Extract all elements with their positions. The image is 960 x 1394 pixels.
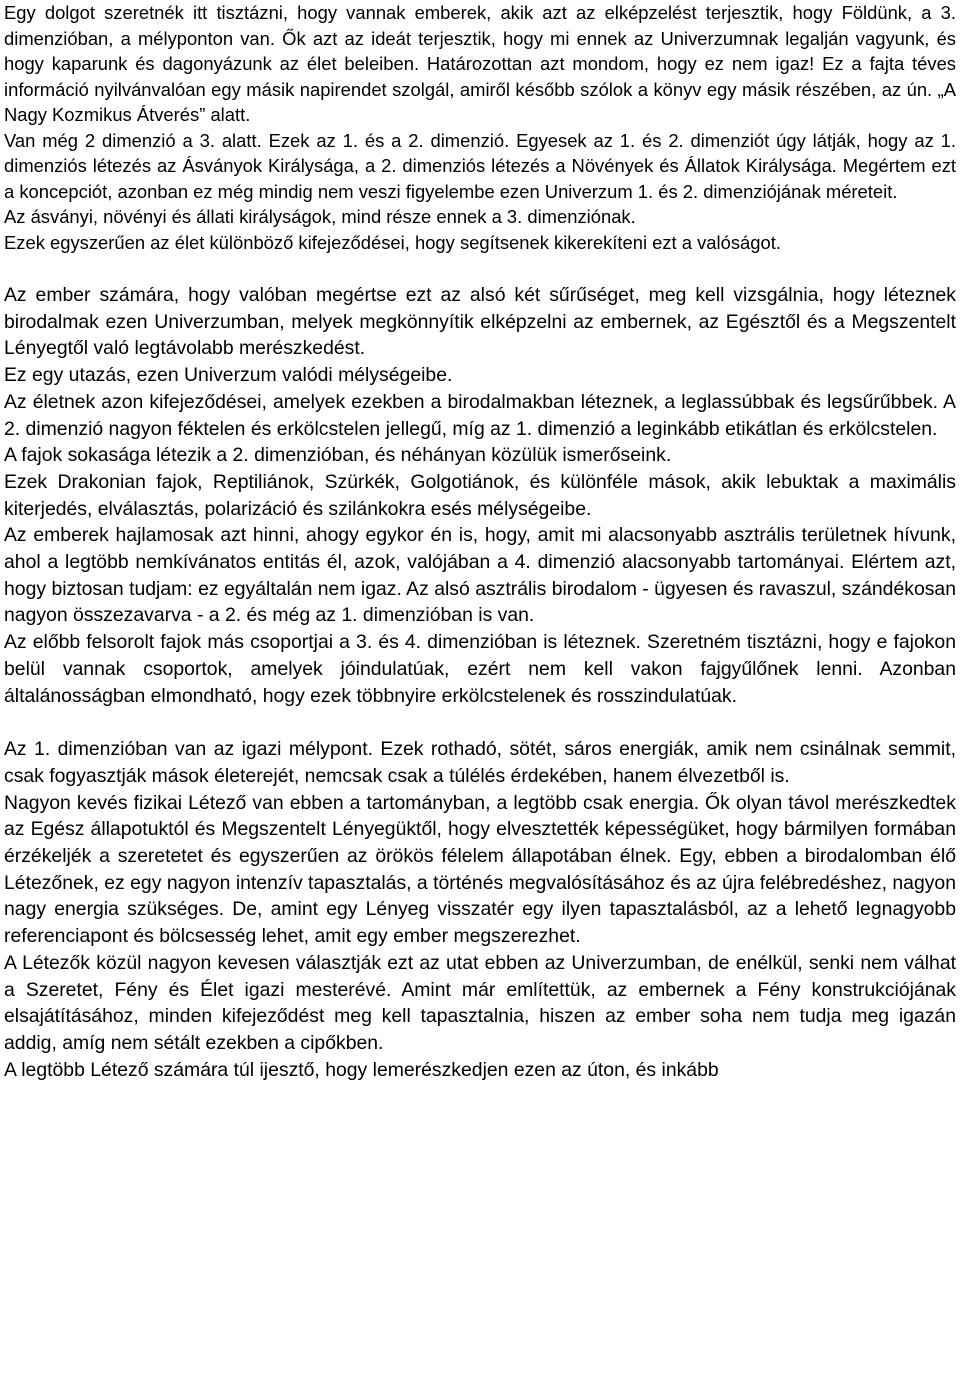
- paragraph: Az ásványi, növényi és állati királyságok, mind része ennek a 3. dimenziónak.: [4, 206, 636, 227]
- section-2: [4, 282, 956, 709]
- paragraph: A legtöbb Létező számára túl ijesztő, hogy lemerészkedjen ezen az úton, és inkább: [4, 1058, 719, 1081]
- paragraph: Az előbb felsorolt fajok más csoportjai a 3. és 4. dimenzióban is léteznek. Szeretném tisztázni, hogy e fajokon belül vannak csoportok, amelyek jóindulatúak, ezért nem kell vakon fajgyűlőnek lenni. Azonban általánosságban elmondható, hogy ezek többnyire erkölcstelenek és rosszindulatúak.: [4, 631, 956, 707]
- paragraph: Ezek egyszerűen az élet különböző kifejeződései, hogy segítsenek kikerekíteni ezt a valóságot.: [4, 231, 781, 253]
- paragraph: Az 1. dimenzióban van az igazi mélypont. Ezek rothadó, sötét, sáros energiák, amik nem csinálnak semmit, csak fogyasztják mások életerejét, nemcsak csak a túlélés érdekében, hanem élvezetből is.: [4, 738, 956, 787]
- paragraph: Ez egy utazás, ezen Univerzum valódi mélységeibe.: [4, 364, 453, 387]
- section-1: [4, 0, 956, 255]
- paragraph: Az ember számára, hogy valóban megértse ezt az alsó két sűrűséget, meg kell vizsgálnia, hogy léteznek birodalmak ezen Univerzumban, melyek megkönnyítik elképzelni az embernek, az Egésztől és a Megszentelt Lényegtől való legtávolabb merészkedést.: [4, 284, 956, 360]
- paragraph: Nagyon kevés fizikai Létező van ebben a tartományban, a legtöbb csak energia. Ők olyan távol merészkedtek az Egész állapotuktól és Megszentelt Lényegüktől, hogy elvesztették képességüket, hogy bármilyen formában érzékeljék a szeretetet és egyszerűen az örökös félelem állapotában élnek. Egy, ebben a birodalomban élő Létezőnek, ez egy nagyon intenzív tapasztalás, a történés megvalósításához és az újra felébredéshez, nagyon nagy energia szükséges. De, amint egy Lényeg visszatér egy ilyen tapasztalásból, az a lehető legnagyobb referenciapont és bölcsesség lehet, amit egy ember megszerezhet.: [4, 791, 956, 948]
- paragraph: A Létezők közül nagyon kevesen választják ezt az utat ebben az Univerzumban, de enélkül, senki nem válhat a Szeretet, Fény és Élet igazi mesterévé. Amint már említettük, az embernek a Fény konstrukciójának elsajátításához, minden kifejeződést meg kell tapasztalnia, hiszen az ember soha nem tudja meg igazán addig, amíg nem sétált ezekben a cipőkben.: [4, 951, 956, 1054]
- paragraph-spacer: [4, 255, 956, 282]
- paragraph: Ezek Drakonian fajok, Reptiliánok, Szürkék, Golgotiánok, és különféle mások, akik lebuktak a maximális kiterjedés, elválasztás, polarizáció és szilánkokra esés mélységeibe.: [4, 470, 956, 520]
- paragraph: A fajok sokasága létezik a 2. dimenzióban, és néhányan közülük ismerőseink.: [4, 444, 672, 467]
- paragraph: Az emberek hajlamosak azt hinni, ahogy egykor én is, hogy, amit mi alacsonyabb asztrális területnek hívunk, ahol a legtöbb nemkívánatos entitás él, azok, valójában a 4. dimenzió alacsonyabb tartományai. Elértem azt, hogy biztosan tudjam: ez egyáltalán nem igaz. Az alsó asztrális birodalom - ügyesen és ravaszul, szándékosan nagyon összezavarva - a 2. és még az 1. dimenzióban is van.: [4, 524, 956, 627]
- section-3: [4, 736, 956, 1083]
- paragraph: Van még 2 dimenzió a 3. alatt. Ezek az 1. és a 2. dimenzió. Egyesek az 1. és 2. dimenziót úgy látják, hogy az 1. dimenziós létezés az Ásványok Királysága, a 2. dimenziós létezés a Növények és Állatok Királysága. Megértem ezt a koncepciót, azonban ez még mindig nem veszi figyelembe ezen Univerzum 1. és 2. dimenziójának méreteit.: [4, 129, 956, 202]
- paragraph: Egy dolgot szeretnék itt tisztázni, hogy vannak emberek, akik azt az elképzelést terjesztik, hogy Földünk, a 3. dimenzióban, a mélyponton van. Ők azt az ideát terjesztik, hogy mi ennek az Univerzumnak legalján vagyunk, és hogy kaparunk és dagonyázunk az élet beleiben. Határozottan azt mondom, hogy ez nem igaz! Ez a fajta téves információ nyilvánvalóan egy másik napirendet szolgál, amiről később szólok a könyv egy másik részében, az ún. „A Nagy Kozmikus Átverés” alatt.: [4, 2, 956, 125]
- paragraph-spacer: [4, 709, 956, 736]
- paragraph: Az életnek azon kifejeződései, amelyek ezekben a birodalmakban léteznek, a leglassúbbak és legsűrűbbek. A 2. dimenzió nagyon féktelen és erkölcstelen jellegű, míg az 1. dimenzió a leginkább etikátlan és erkölcstelen.: [4, 390, 956, 440]
